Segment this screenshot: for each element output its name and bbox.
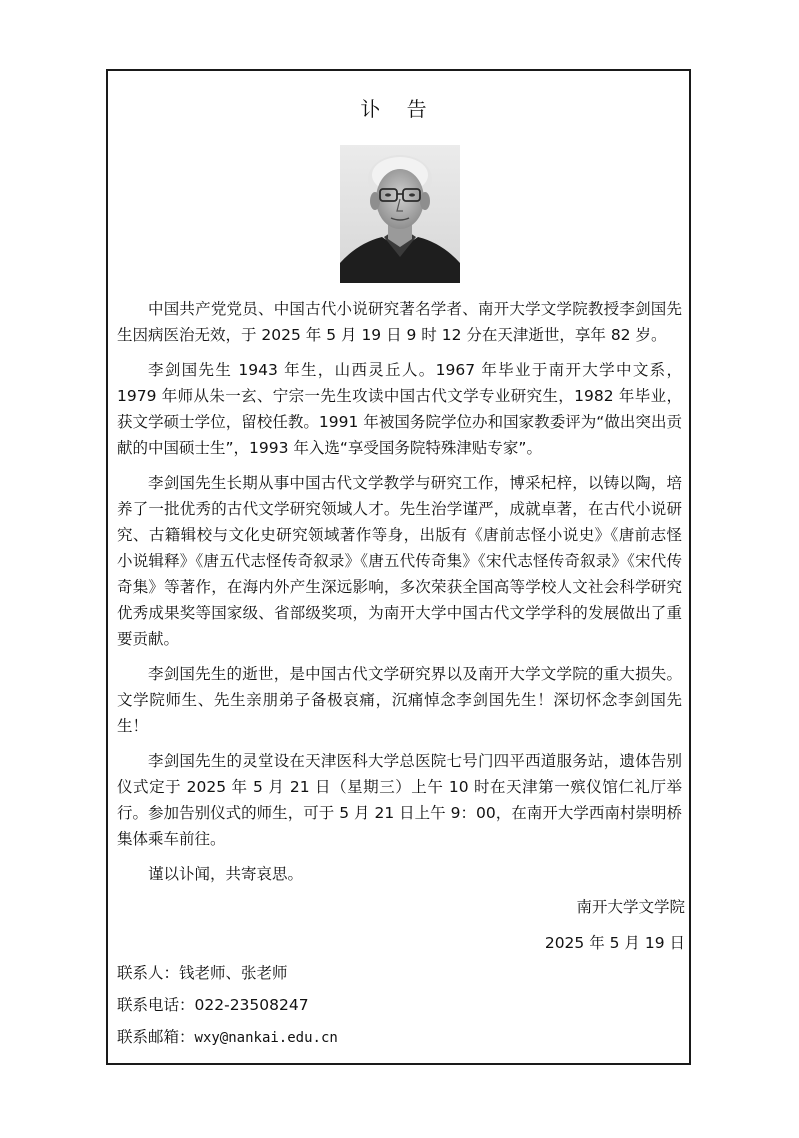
contact-email-value[interactable]: wxy@nankai.edu.cn [194,1030,338,1046]
paragraph-mourning: 李剑国先生的逝世，是中国古代文学研究界以及南开大学文学院的重大损失。文学院师生、先生亲朋弟子备极哀痛，沉痛悼念李剑国先生！深切怀念李剑国先生！ [117,665,682,735]
paragraph-announcement: 中国共产党党员、中国古代小说研究著名学者、南开大学文学院教授李剑国先生因病医治无效，于 2025 年 5 月 19 日 9 时 12 分在天津逝世，享年 82 岁。 [117,300,682,344]
paragraph-funeral-arrangements: 李剑国先生的灵堂设在天津医科大学总医院七号门四平西道服务站，遗体告别仪式定于 2025 年 5 月 21 日（星期三）上午 10 时在天津第一殡仪馆仁礼厅举行。参加告别仪式的师生，可于 5 月 21 日上午 9：00，在南开大学西南村崇明桥集体乘车前往。 [117,752,682,848]
contact-person-label: 联系人： [117,964,180,982]
contact-person-value: 钱老师、张老师 [179,964,288,982]
paragraph-achievements: 李剑国先生长期从事中国古代文学教学与研究工作，博采杞梓，以铸以陶，培养了一批优秀的古代文学研究领域人才。先生治学谨严，成就卓著，在古代小说研究、古籍辑校与文化史研究领域著作等身，出版有《唐前志怪小说史》《唐前志怪小说辑释》《唐五代志怪传奇叙录》《唐五代传奇集》《宋代志怪传奇叙录》《宋代传奇集》等著作，在海内外产生深远影响，多次荣获全国高等学校人文社会科学研究优秀成果奖等国家级、省部级奖项，为南开大学中国古代文学学科的发展做出了重要贡献。 [117,474,682,648]
obituary-body [117,296,682,896]
contact-phone-label: 联系电话： [117,996,195,1014]
contact-email [117,1021,338,1054]
obituary-frame [106,69,691,1065]
contact-phone-value: 022-23508247 [194,996,309,1014]
page-title: 讣 告 [360,97,437,121]
signature-org: 南开大学文学院 [576,898,685,916]
signature-block [545,889,685,961]
paragraph-biography: 李剑国先生 1943 年生，山西灵丘人。1967 年毕业于南开大学中文系，1979 年师从朱一玄、宁宗一先生攻读中国古代文学专业研究生，1982 年毕业，获文学硕士学位，留校任教。1991 年被国务院学位办和国家教委评为“做出突出贡献的中国硕士生”，1993 年入选“享受国务院特殊津贴专家”。 [117,361,682,457]
contact-phone [117,989,338,1021]
contact-email-label: 联系邮箱： [117,1028,195,1046]
portrait-photo [340,145,460,283]
portrait-image [340,145,460,283]
paragraph-closing: 谨以讣闻，共寄哀思。 [148,865,304,883]
contact-person [117,957,338,989]
signature-date: 2025 年 5 月 19 日 [544,934,685,952]
contact-block [117,957,338,1054]
